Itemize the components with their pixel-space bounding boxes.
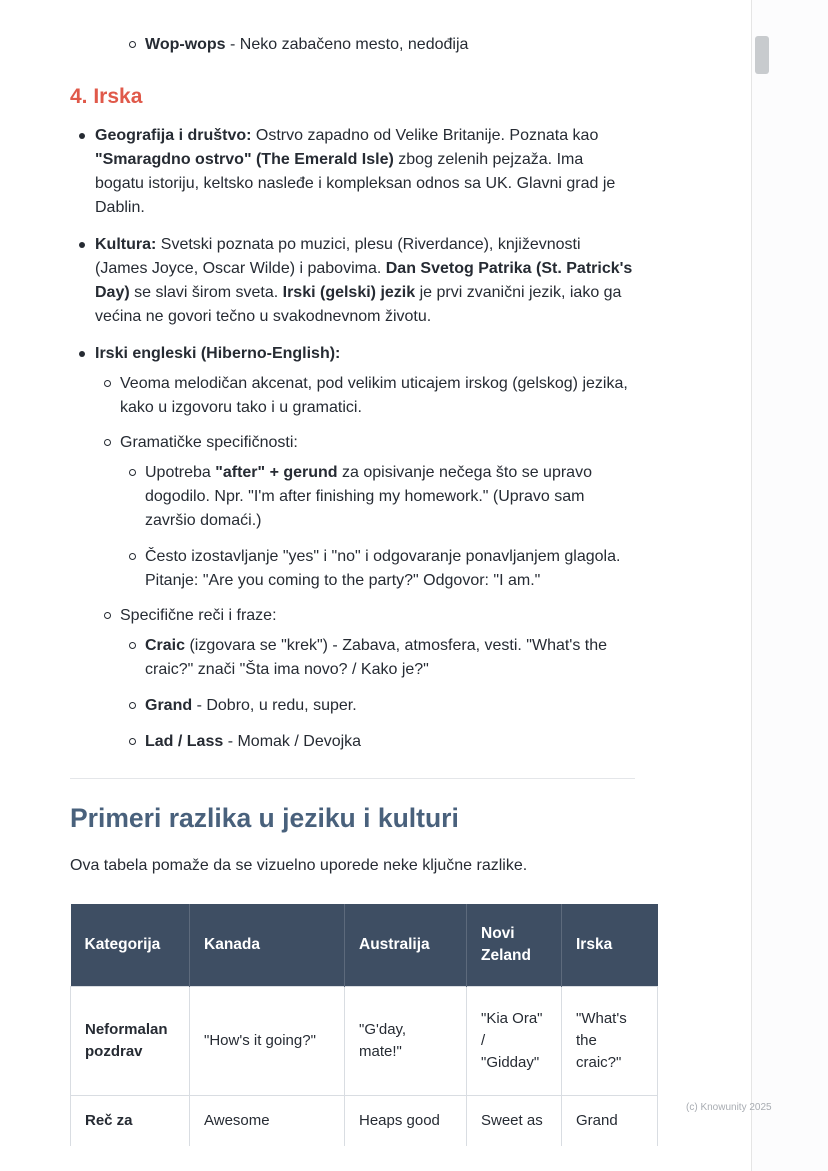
- text: Svetski poznata po muzici, plesu (Riverdance), književnosti (James Joyce, Oscar Wilde) i pabovima.: [95, 236, 581, 277]
- list-item-geografija: [70, 124, 635, 220]
- cell-kanada: "How's it going?": [190, 987, 345, 1096]
- row-label: Neformalan pozdrav: [71, 987, 190, 1096]
- text: zbog zelenih pejzaža. Ima bogatu istoriju, keltsko nasleđe i kompleksan odnos sa UK. Glavni grad je Dablin.: [95, 151, 616, 216]
- bold-term: Kultura:: [95, 236, 157, 253]
- list-item-grand: [120, 694, 635, 718]
- bold-text: "Smaragdno ostrvo" (The Emerald Isle): [95, 151, 394, 168]
- text: Veoma melodičan akcenat, pod velikim uticajem irskog (gelskog) jezika, kako u izgovoru tako i u gramatici.: [120, 375, 628, 416]
- text: Gramatičke specifičnosti:: [120, 434, 298, 451]
- row-label: Reč za: [71, 1096, 190, 1147]
- column-header-novi-zeland: Novi Zeland: [467, 904, 562, 987]
- text: - Momak / Devojka: [223, 733, 362, 750]
- irska-list: [70, 124, 635, 754]
- column-header-kategorija: Kategorija: [71, 904, 190, 987]
- text: - Neko zabačeno mesto, nedođija: [225, 36, 469, 53]
- section-heading-irska: 4. Irska: [70, 85, 143, 108]
- bold-term: Irski engleski (Hiberno-English):: [95, 345, 341, 362]
- text: (izgovara se "krek") - Zabava, atmosfera, vesti. "What's the craic?" znači "Šta ima novo? / Kako je?": [145, 637, 608, 678]
- scrollbar-thumb[interactable]: [755, 36, 769, 74]
- intro-paragraph: Ova tabela pomaže da se vizuelno uporede neke ključne razlike.: [70, 857, 528, 874]
- bold-term: Lad / Lass: [145, 733, 224, 750]
- text: Ostrvo zapadno od Velike Britanije. Poznata kao: [251, 127, 599, 144]
- cell-australija: Heaps good: [345, 1096, 467, 1147]
- bold-term: Geografija i društvo:: [95, 127, 252, 144]
- list-item-kultura: [70, 233, 635, 329]
- list-item-akcenat: [95, 372, 635, 420]
- hiberno-sublist: [95, 372, 635, 754]
- text: Specifične reči i fraze:: [120, 607, 277, 624]
- table-row: [71, 987, 658, 1096]
- column-header-irska: Irska: [562, 904, 658, 987]
- column-header-australija: Australija: [345, 904, 467, 987]
- leftover-list: [70, 0, 635, 57]
- list-item-yes-no: [120, 545, 635, 593]
- cell-irska: "What's the craic?": [562, 987, 658, 1096]
- list-item-lad-lass: [120, 730, 635, 754]
- bold-text: Irski (gelski) jezik: [282, 284, 416, 301]
- list-item-gramaticke: [95, 431, 635, 593]
- bold-term: Wop-wops: [145, 36, 226, 53]
- comparison-table: [70, 904, 658, 1146]
- table-header-row: [71, 904, 658, 987]
- gramatika-sublist: [120, 461, 635, 593]
- bold-term: Grand: [145, 697, 193, 714]
- list-item-after-gerund: [120, 461, 635, 533]
- watermark: (c) Knowunity 2025: [686, 1102, 772, 1113]
- cell-novi-zeland: Sweet as: [467, 1096, 562, 1147]
- cell-australija: "G'day, mate!": [345, 987, 467, 1096]
- section-divider: [70, 778, 635, 779]
- table-row: [71, 1096, 658, 1147]
- text: - Dobro, u redu, super.: [192, 697, 357, 714]
- bold-term: Craic: [145, 637, 186, 654]
- content-column: [70, 0, 657, 1146]
- list-item-specificne-reci: [95, 604, 635, 754]
- text: za opisivanje nečega što se upravo dogodilo. Npr. "I'm after finishing my homework." (Upravo sam završio domaći.): [145, 464, 592, 529]
- text: se slavi širom sveta.: [129, 284, 283, 301]
- section-heading-primeri: Primeri razlika u jeziku i kulturi: [70, 803, 459, 833]
- column-header-kanada: Kanada: [190, 904, 345, 987]
- bold-text: Dan Svetog Patrika (St. Patrick's Day): [95, 260, 633, 301]
- fraze-sublist: [120, 634, 635, 754]
- cell-irska: Grand: [562, 1096, 658, 1147]
- list-item-wop-wops: [70, 33, 635, 57]
- list-item-craic: [120, 634, 635, 682]
- text: je prvi zvanični jezik, iako ga većina ne govori tečno u svakodnevnom životu.: [95, 284, 622, 325]
- list-item-irski-engleski: [70, 342, 635, 754]
- cell-kanada: Awesome: [190, 1096, 345, 1147]
- text: Često izostavljanje "yes" i "no" i odgovaranje ponavljanjem glagola. Pitanje: "Are you coming to the party?" Odgovor: "I am.": [145, 548, 621, 589]
- text: Upotreba: [145, 464, 216, 481]
- bold-text: "after" + gerund: [215, 464, 338, 481]
- cell-novi-zeland: "Kia Ora" / "Gidday": [467, 987, 562, 1096]
- scrollbar-track[interactable]: [751, 0, 828, 1171]
